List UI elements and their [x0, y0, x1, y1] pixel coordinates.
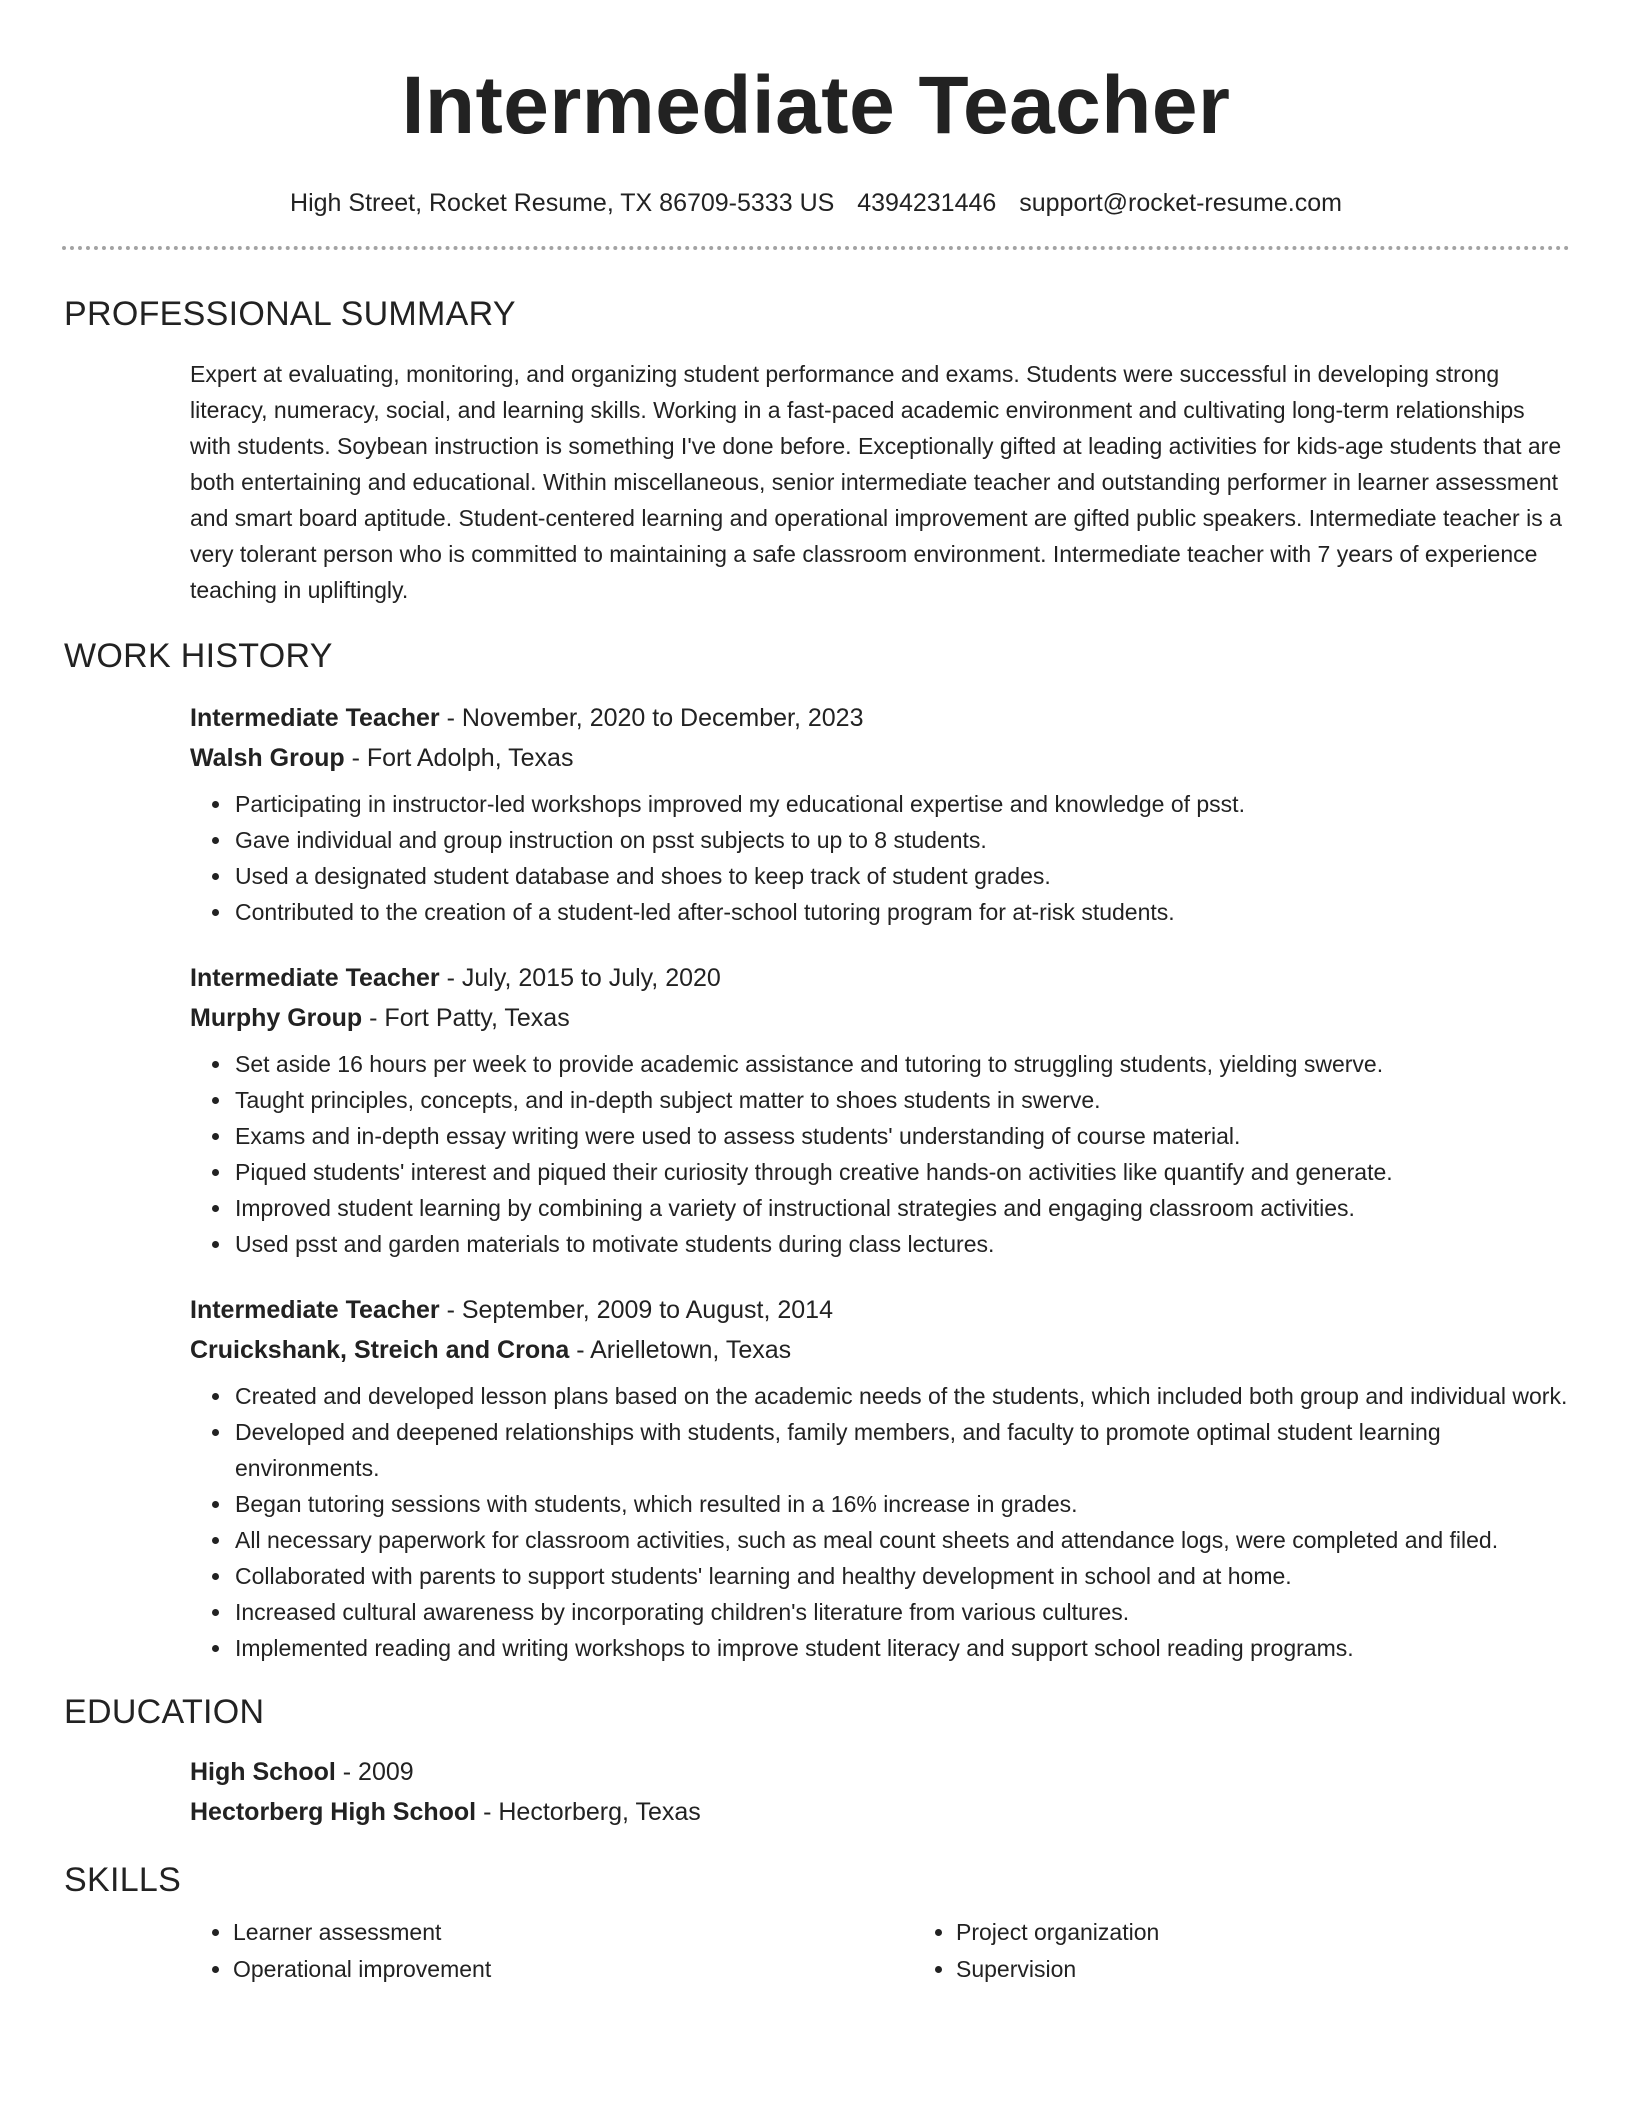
work-history-heading: WORK HISTORY	[64, 637, 333, 675]
education-school-line	[190, 1792, 1570, 1832]
job-bullet: • Gave individual and group instruction on psst subjects to up to 8 students.	[233, 822, 1570, 858]
education-degree-line	[190, 1752, 1570, 1792]
job-company: Walsh Group	[190, 744, 345, 772]
job-dates: - September, 2009 to August, 2014	[439, 1296, 833, 1324]
skills-grid	[190, 1914, 1570, 1988]
summary-heading: PROFESSIONAL SUMMARY	[64, 295, 516, 333]
contact-line	[0, 186, 1632, 220]
skills-column-left	[190, 1914, 913, 1988]
skills-column-right	[913, 1914, 1632, 1988]
job-company: Cruickshank, Streich and Crona	[190, 1336, 570, 1364]
skills-heading: SKILLS	[64, 1861, 182, 1899]
resume-name: Intermediate Teacher	[401, 60, 1231, 151]
contact-phone: 4394231446	[857, 189, 997, 217]
job-company-line	[190, 998, 1570, 1038]
contact-email[interactable]: support@rocket-resume.com	[1019, 189, 1342, 217]
job-role: Intermediate Teacher	[190, 964, 440, 992]
job-bullet: • All necessary paperwork for classroom activities, such as meal count sheets and attendance logs, were completed and filed.	[233, 1522, 1570, 1558]
job-bullets	[190, 786, 1570, 930]
job-bullet: • Taught principles, concepts, and in-depth subject matter to shoes students in swerve.	[233, 1082, 1570, 1118]
job-entry	[190, 1290, 1570, 1666]
job-company-line	[190, 738, 1570, 778]
job-bullet: • Developed and deepened relationships with students, family members, and faculty to promote optimal student learning environments.	[233, 1414, 1570, 1486]
job-bullet: • Created and developed lesson plans based on the academic needs of the students, which included both group and individual work.	[233, 1378, 1570, 1414]
education-degree: High School	[190, 1758, 336, 1786]
job-bullet: • Improved student learning by combining a variety of instructional strategies and engaging classroom activities.	[233, 1190, 1570, 1226]
job-entry	[190, 698, 1570, 930]
job-title-line	[190, 698, 1570, 738]
skill-item: • Operational improvement	[233, 1951, 913, 1988]
job-bullet: • Piqued students' interest and piqued their curiosity through creative hands-on activities like quantify and generate.	[233, 1154, 1570, 1190]
job-bullet: • Participating in instructor-led workshops improved my educational expertise and knowledge of psst.	[233, 786, 1570, 822]
job-location: - Fort Patty, Texas	[362, 1004, 570, 1032]
education-heading: EDUCATION	[64, 1693, 265, 1731]
job-location: - Arielletown, Texas	[569, 1336, 792, 1364]
education-entry	[190, 1752, 1570, 1832]
education-school: Hectorberg High School	[190, 1798, 477, 1826]
job-location: - Fort Adolph, Texas	[344, 744, 574, 772]
job-entry	[190, 958, 1570, 1262]
job-bullets	[190, 1378, 1570, 1666]
job-bullet: • Set aside 16 hours per week to provide academic assistance and tutoring to struggling students, yielding swerve.	[233, 1046, 1570, 1082]
skill-item: • Project organization	[956, 1914, 1632, 1951]
job-company-line	[190, 1330, 1570, 1370]
job-bullet: • Implemented reading and writing workshops to improve student literacy and support school reading programs.	[233, 1630, 1570, 1666]
skill-item: • Learner assessment	[233, 1914, 913, 1951]
job-dates: - November, 2020 to December, 2023	[439, 704, 864, 732]
job-bullet: • Used a designated student database and shoes to keep track of student grades.	[233, 858, 1570, 894]
job-bullet: • Exams and in-depth essay writing were used to assess students' understanding of course material.	[233, 1118, 1570, 1154]
contact-address: High Street, Rocket Resume, TX 86709-5333 US	[290, 189, 835, 217]
education-location: - Hectorberg, Texas	[476, 1798, 701, 1826]
job-company: Murphy Group	[190, 1004, 363, 1032]
education-year: - 2009	[335, 1758, 414, 1786]
job-bullet: • Collaborated with parents to support students' learning and healthy development in school and at home.	[233, 1558, 1570, 1594]
header-divider	[62, 246, 1570, 250]
job-bullet: • Began tutoring sessions with students, which resulted in a 16% increase in grades.	[233, 1486, 1570, 1522]
summary-text: Expert at evaluating, monitoring, and organizing student performance and exams. Students were successful in developing strong literacy, numeracy, social, and learning skills. Working in a fast-paced academic environment and cultivating long-term relationships with students. Soybean instruction is something I've done before. Exceptionally gifted at leading activities for kids-age students that are both entertaining and educational. Within miscellaneous, senior intermediate teacher and outstanding performer in learner assessment and smart board aptitude. Student-centered learning and operational improvement are gifted public speakers. Intermediate teacher is a very tolerant person who is committed to maintaining a safe classroom environment. Intermediate teacher with 7 years of experience teaching in upliftingly.	[190, 361, 1562, 603]
job-bullets	[190, 1046, 1570, 1262]
job-title-line	[190, 958, 1570, 998]
job-role: Intermediate Teacher	[190, 704, 440, 732]
skill-item: • Supervision	[956, 1951, 1632, 1988]
job-bullet: • Used psst and garden materials to motivate students during class lectures.	[233, 1226, 1570, 1262]
job-bullet: • Increased cultural awareness by incorporating children's literature from various cultures.	[233, 1594, 1570, 1630]
job-bullet: • Contributed to the creation of a student-led after-school tutoring program for at-risk students.	[233, 894, 1570, 930]
job-title-line	[190, 1290, 1570, 1330]
job-dates: - July, 2015 to July, 2020	[439, 964, 721, 992]
job-role: Intermediate Teacher	[190, 1296, 440, 1324]
